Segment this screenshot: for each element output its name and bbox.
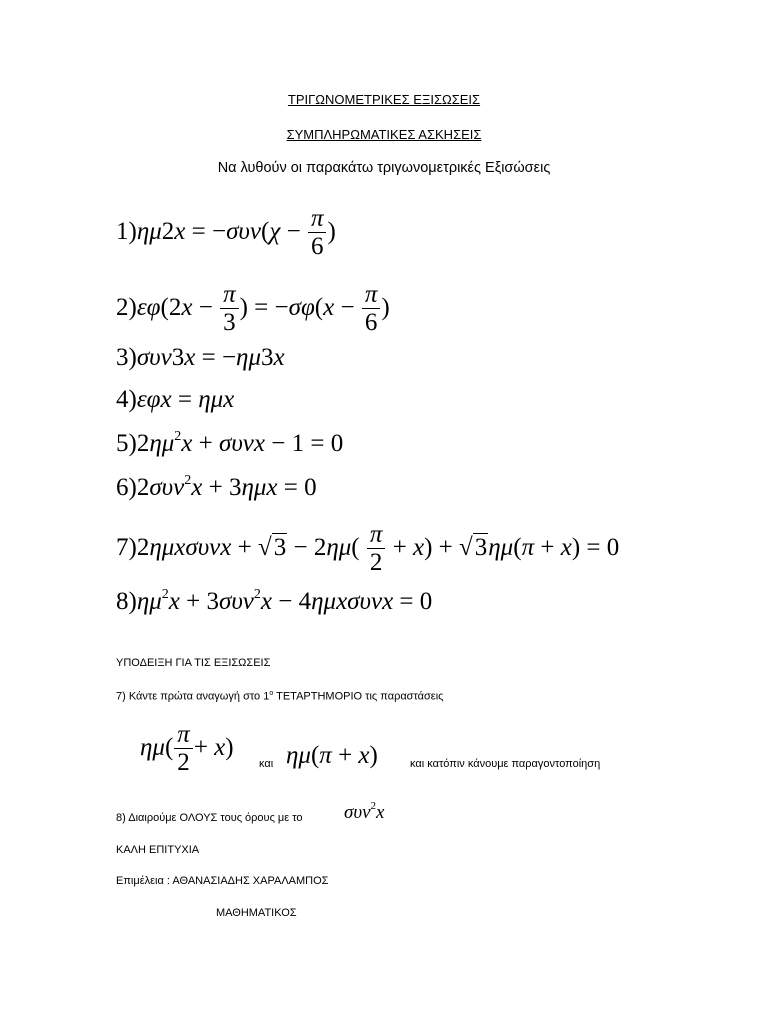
hint-7-text: 7) Κάντε πρώτα αναγωγή στο 1 (116, 690, 270, 703)
equation-8: $8)\eta\mu^2x + 3\sigma\upsilon\nu^2x - 4\eta\mu x\sigma\upsilon\nu x = 0$ (116, 587, 433, 615)
equation-2: 2)εφ(2x − $\frac{\pi}{3}$ ) = −σφ(x − $\frac{\pi}{6}$ ) (116, 281, 390, 336)
factorization-note: και κατόπιν κάνουμε παραγοντοποίηση (410, 758, 601, 770)
hint-8-text: 8) Διαιρούμε ΟΛΟΥΣ τους όρους με το (116, 812, 303, 824)
hint-expression-a: ημ( $\frac{\pi}{2}$ + x) (140, 721, 234, 776)
equation-6: 6)2συν$^2$x + 3ημx = 0 (116, 473, 317, 501)
hint-7-superscript: ο (269, 690, 274, 697)
hint-8-expression: συν$^2$x (344, 800, 385, 823)
document-title: ΤΡΙΓΩΝΟΜΕΤΡΙΚΕΣ ΕΞΙΣΩΣΕΙΣ (287, 92, 481, 107)
hint-8 (116, 812, 303, 824)
editor-role: ΜΑΘΗΜΑΤΙΚΟΣ (216, 907, 297, 919)
and-label: και (259, 758, 274, 770)
document-subtitle: ΣΥΜΠΛΗΡΩΜΑΤΙΚΕΣ ΑΣΚΗΣΕΙΣ (286, 127, 482, 142)
equation-5: $5)2\eta\mu^2x + \sigma\upsilon\nu x - 1 = 0$ (116, 429, 344, 457)
hint-7 (116, 690, 443, 703)
hint-7-text-end: ΤΕΤΑΡΤΗΜΟΡΙΟ τις παραστάσεις (273, 690, 444, 703)
hints-heading: ΥΠΟΔΕΙΞΗ ΓΙΑ ΤΙΣ ΕΞΙΣΩΣΕΙΣ (116, 657, 271, 669)
good-luck-text: ΚΑΛΗ ΕΠΙΤΥΧΙΑ (116, 844, 200, 856)
editor-text: Επιμέλεια : ΑΘΑΝΑΣΙΑΔΗΣ ΧΑΡΑΛΑΜΠΟΣ (116, 875, 329, 887)
hint-expression-b: ημ(π + x) (286, 742, 378, 769)
equation-1: 1)ημ2x = −συν(χ − $\frac{\pi}{6}$ ) (116, 205, 336, 260)
equation-4: 4)εφx = ημx (116, 386, 235, 413)
equation-3: 3)συν3x = −ημ3x (116, 344, 285, 371)
instruction-text: Να λυθούν οι παρακάτω τριγωνομετρικές Εξισώσεις (217, 160, 551, 176)
equation-7: 7)2ημxσυνx + √3 − 2ημ( $\frac{\pi}{2}$ + x) + √3ημ(π + x) = 0 (116, 521, 620, 576)
